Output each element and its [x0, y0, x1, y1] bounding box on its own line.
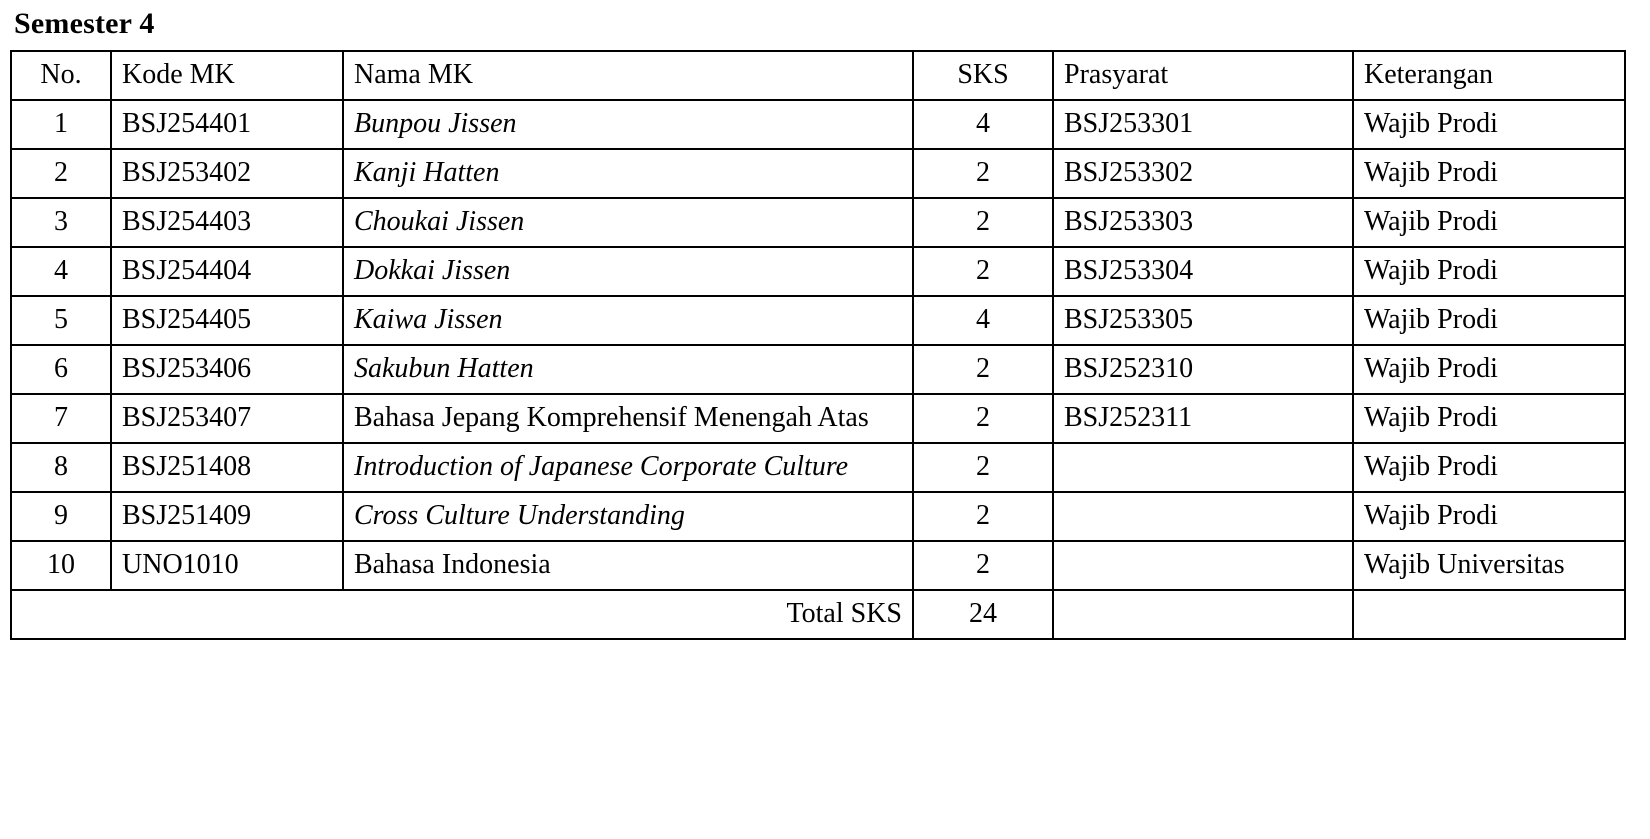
- cell-kode-mk: BSJ253402: [111, 149, 343, 198]
- cell-sks: 4: [913, 296, 1053, 345]
- table-row: [11, 345, 1625, 394]
- cell-nama-mk: Bunpou Jissen: [343, 100, 913, 149]
- cell-nama-mk: Kaiwa Jissen: [343, 296, 913, 345]
- cell-sks: 2: [913, 394, 1053, 443]
- cell-sks: 2: [913, 198, 1053, 247]
- total-sks-value: 24: [913, 590, 1053, 639]
- cell-no: 8: [11, 443, 111, 492]
- cell-prasyarat: BSJ253305: [1053, 296, 1353, 345]
- table-row: [11, 100, 1625, 149]
- table-header-row: [11, 51, 1625, 100]
- cell-kode-mk: BSJ251409: [111, 492, 343, 541]
- cell-sks: 2: [913, 541, 1053, 590]
- cell-prasyarat: [1053, 541, 1353, 590]
- cell-prasyarat: BSJ252311: [1053, 394, 1353, 443]
- cell-kode-mk: BSJ253407: [111, 394, 343, 443]
- cell-nama-mk: Bahasa Indonesia: [343, 541, 913, 590]
- cell-sks: 2: [913, 443, 1053, 492]
- cell-no: 4: [11, 247, 111, 296]
- cell-no: 1: [11, 100, 111, 149]
- column-header-nama-mk: Nama MK: [343, 51, 913, 100]
- cell-nama-mk: Bahasa Jepang Komprehensif Menengah Atas: [343, 394, 913, 443]
- cell-no: 9: [11, 492, 111, 541]
- cell-prasyarat: BSJ252310: [1053, 345, 1353, 394]
- cell-nama-mk: Cross Culture Understanding: [343, 492, 913, 541]
- cell-kode-mk: BSJ254405: [111, 296, 343, 345]
- table-row: [11, 492, 1625, 541]
- table-row: [11, 443, 1625, 492]
- page-title: Semester 4: [14, 7, 155, 40]
- total-sks-label: Total SKS: [11, 590, 913, 639]
- cell-no: 6: [11, 345, 111, 394]
- cell-prasyarat: BSJ253303: [1053, 198, 1353, 247]
- column-header-keterangan: Keterangan: [1353, 51, 1625, 100]
- cell-prasyarat: [1053, 443, 1353, 492]
- cell-keterangan: Wajib Prodi: [1353, 198, 1625, 247]
- cell-prasyarat: BSJ253301: [1053, 100, 1353, 149]
- column-header-kode-mk: Kode MK: [111, 51, 343, 100]
- cell-nama-mk: Kanji Hatten: [343, 149, 913, 198]
- cell-keterangan: Wajib Prodi: [1353, 443, 1625, 492]
- cell-sks: 2: [913, 149, 1053, 198]
- column-header-sks: SKS: [913, 51, 1053, 100]
- table-row: [11, 296, 1625, 345]
- cell-kode-mk: UNO1010: [111, 541, 343, 590]
- table-row: [11, 541, 1625, 590]
- cell-kode-mk: BSJ251408: [111, 443, 343, 492]
- table-body: [11, 100, 1625, 639]
- cell-keterangan: Wajib Prodi: [1353, 345, 1625, 394]
- cell-no: 10: [11, 541, 111, 590]
- cell-nama-mk: Dokkai Jissen: [343, 247, 913, 296]
- column-header-no: No.: [11, 51, 111, 100]
- cell-no: 2: [11, 149, 111, 198]
- cell-sks: 4: [913, 100, 1053, 149]
- total-keterangan-empty: [1353, 590, 1625, 639]
- cell-kode-mk: BSJ254403: [111, 198, 343, 247]
- cell-prasyarat: BSJ253302: [1053, 149, 1353, 198]
- cell-nama-mk: Introduction of Japanese Corporate Culture: [343, 443, 913, 492]
- column-header-prasyarat: Prasyarat: [1053, 51, 1353, 100]
- total-prasyarat-empty: [1053, 590, 1353, 639]
- cell-sks: 2: [913, 247, 1053, 296]
- cell-prasyarat: BSJ253304: [1053, 247, 1353, 296]
- cell-keterangan: Wajib Prodi: [1353, 100, 1625, 149]
- table-row: [11, 198, 1625, 247]
- table-row: [11, 394, 1625, 443]
- cell-nama-mk: Sakubun Hatten: [343, 345, 913, 394]
- cell-kode-mk: BSJ254404: [111, 247, 343, 296]
- table-row: [11, 247, 1625, 296]
- semester-course-table: [10, 50, 1626, 640]
- cell-keterangan: Wajib Prodi: [1353, 394, 1625, 443]
- cell-no: 3: [11, 198, 111, 247]
- cell-keterangan: Wajib Prodi: [1353, 492, 1625, 541]
- cell-no: 7: [11, 394, 111, 443]
- cell-nama-mk: Choukai Jissen: [343, 198, 913, 247]
- cell-sks: 2: [913, 345, 1053, 394]
- table-row: [11, 149, 1625, 198]
- cell-prasyarat: [1053, 492, 1353, 541]
- cell-no: 5: [11, 296, 111, 345]
- cell-keterangan: Wajib Prodi: [1353, 296, 1625, 345]
- cell-keterangan: Wajib Prodi: [1353, 149, 1625, 198]
- cell-kode-mk: BSJ254401: [111, 100, 343, 149]
- cell-kode-mk: BSJ253406: [111, 345, 343, 394]
- cell-sks: 2: [913, 492, 1053, 541]
- cell-keterangan: Wajib Prodi: [1353, 247, 1625, 296]
- table-total-row: [11, 590, 1625, 639]
- cell-keterangan: Wajib Universitas: [1353, 541, 1625, 590]
